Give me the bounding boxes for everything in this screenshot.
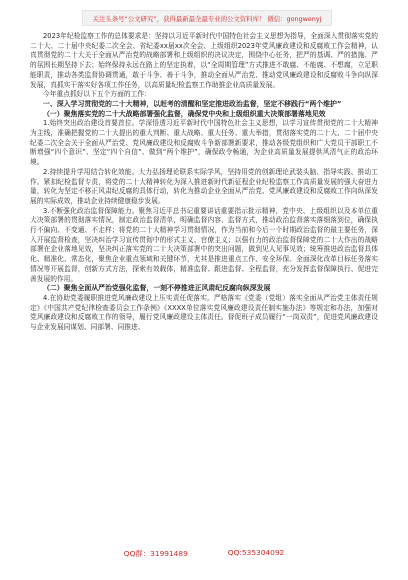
subsection-heading-2: （二）聚焦全面从严治党强化监督，一刻不停推进正风肃纪反腐向纵深发展 — [43, 284, 271, 293]
paragraph-five-tasks: 今年重点抓好以下五个方面的工作： — [43, 90, 151, 99]
paragraph-item-2: 2.持续提升学用结合转化效能。大力弘扬理论联系实际学风，坚持用党的创新理论武装头脑、指导实践、推动工作。紧扣纪检监督专责，将党的二十大精神转化为深入推进新时代新征程企业纪检监察工作高质量发展的强大奋进力量，转化为坚定不移正风肃纪反腐的具体行动，转化为推动企业全面从严治党、党风廉政建设和反腐败工作向纵深发展的实际成效，推动企业持续健康稳步发展。 — [30, 167, 378, 205]
qq-group-text: QQ群：31991489 — [123, 549, 188, 558]
contact-footer — [0, 548, 408, 559]
qq-text: QQ:535304092 — [227, 548, 285, 557]
promo-banner: 关注头条号“公文研究”，获得最新最全最专业的公文资料库！ 微信：gongwenyj — [82, 10, 332, 26]
section-heading-1: 一、深入学习贯彻党的二十大精神，以赶考的清醒和坚定推进政治监督，坚定不移践行“两个维护” — [43, 99, 342, 108]
document-body — [30, 32, 378, 333]
subsection-heading-1: （一）聚焦落实党的二十大战略部署强化监督，确保党中央和上级组织重大决策部署落地见效 — [43, 109, 326, 118]
paragraph-item-1: 1.始终突出政治建设首要首位。学深悟透习近平新时代中国特色社会主义思想，以学习宣传贯彻党的二十大精神为主线，准确把握党的二十大提出的重大判断、重大战略、重大任务、重大举措，贯彻落实党的二十大、二十届中央纪委二次全会关于全面从严治党、党风廉政建设和反腐败斗争新部署新要求，推动各级党组织和广大党员干部职工不断增强“四个意识”、坚定“四个自信”、做到“两个维护”，确保政令畅通，为企业高质量发展提供风清气正的政治环境。 — [30, 119, 378, 167]
paragraph-item-4: 4.在协助党委履职推进党风廉政建设上压实责任促落实。严格落实《党委（党组）落实全面从严治党主体责任规定》《中国共产党纪律检查委员会工作条例》《XXXX单位落实党风廉政建设责任制实施办法》等规定和办法，加强对党风廉政建设和反腐败工作的领导，履行党风廉政建设主体责任。督促班子成员履行“一岗双责”，促进党风廉政建设与企业发展同谋划、同部署、同推进、 — [30, 293, 378, 332]
paragraph-general-requirements: 2023年纪检监察工作的总体要求是：坚持以习近平新时代中国特色社会主义思想为指导，全面深入贯彻落实党的二十大、二十届中央纪委二次全会、省纪委xx届xx次全会、上级组织2023年党风廉政建设和反腐败工作会精神，认真贯彻党的二十大关于全面从严治党的战略部署和上级组织的决议决定，围绕中心任务，把严的基调、严的措施、严的氛围长期坚持下去；始终保持永远在路上的坚定执着，以“全周期管理”方式推进不敢腐、不能腐、不想腐，立足职能职责，推动各类监督协调贯通，敢于斗争、善于斗争，推动全面从严治党、推动党风廉政建设和反腐败斗争向纵深发展，真抓实干落实好各项工作任务，以高质量纪检监察工作助推企业高质量发展。 — [30, 32, 378, 89]
paragraph-item-3: 3.不断强化政治监督保障能力。聚焦习近平总书记重要讲话重要指示批示精神、党中央、上级组织以及本单位重大决策部署的贯彻落实情况，制定政治监督清单，明确监督内容、监督方式，推动政治监督落实落细落到位，确保执行不偏向、不变通、不走样；将党的二十大精神学习贯彻情况，作为当前和今后一个时期政治监督的最主要任务，深入开展监督检查，坚决纠治学习宣传贯彻中的形式主义、官僚主义；以强有力的政治监督保障党的二十大作出的战略部署在企业落地见效，坚决纠正落实党的二十大决策部署中的突出问题，做到见人见事见效；统筹推进政治监督具体化、精准化、常态化，聚焦企业重点领域和关键环节，尤其是推进重点工作、安全环保、全面深化改革目标任务落实情况等开展监督，创新方式方法，探索有效载体，精准监督、跟进监督、全程监督，充分发挥监督保障执行、促进完善发展的作用。 — [30, 206, 378, 283]
